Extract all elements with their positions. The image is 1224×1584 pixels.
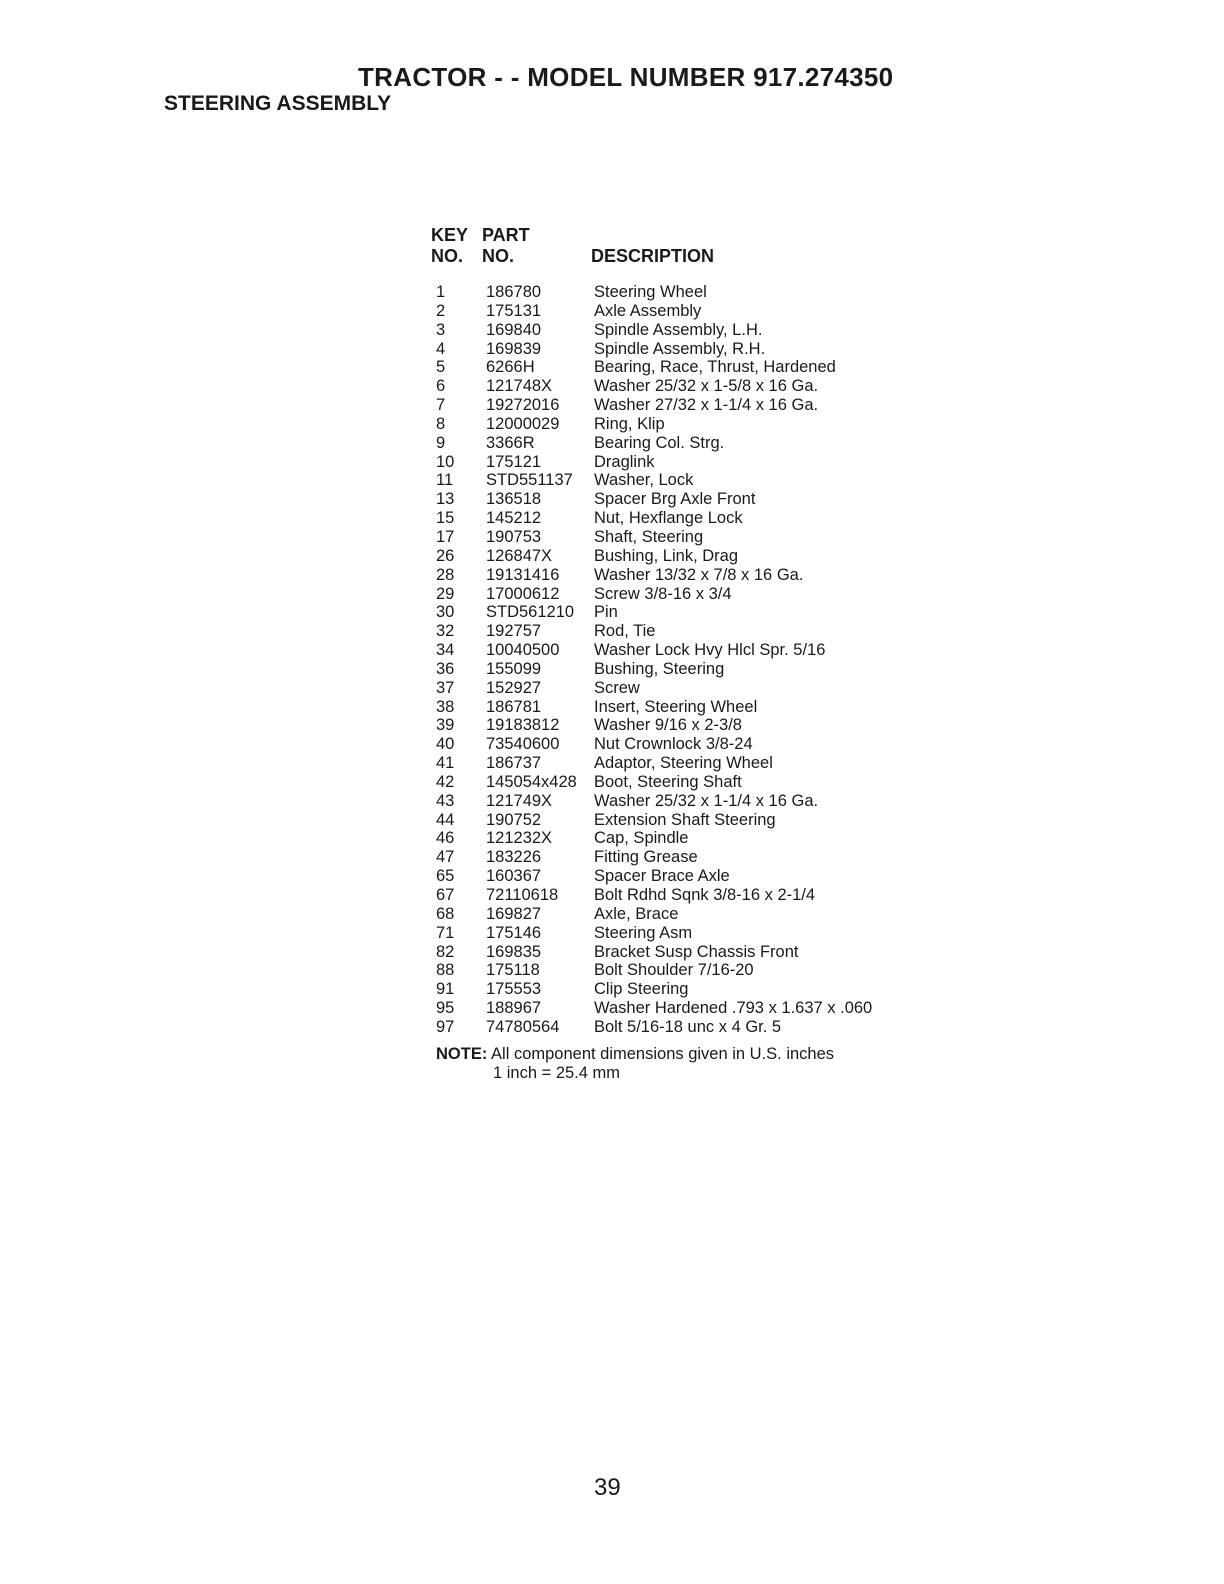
description: Bearing, Race, Thrust, Hardened: [594, 358, 836, 377]
part-no: 160367: [486, 867, 542, 886]
key-no: 97: [436, 1017, 455, 1036]
section-title: STEERING ASSEMBLY: [164, 92, 392, 115]
key-no: 30: [436, 603, 455, 622]
part-no: 175131: [486, 301, 542, 320]
description: Washer 25/32 x 1-5/8 x 16 Ga.: [594, 377, 819, 396]
page-number: 39: [594, 1474, 621, 1501]
table-body: [431, 283, 911, 1037]
table-row: [431, 302, 911, 321]
part-no: STD561210: [486, 603, 575, 622]
col-part-header-line2: NO.: [482, 246, 515, 266]
key-no: 9: [436, 433, 446, 452]
part-no: 175553: [486, 980, 542, 999]
part-no: 152927: [486, 678, 542, 697]
description: Bushing, Steering: [594, 659, 725, 678]
description: Nut, Hexflange Lock: [594, 509, 743, 528]
note-line1: All component dimensions given in U.S. inches: [487, 1045, 835, 1063]
description: Spindle Assembly, R.H.: [594, 339, 766, 358]
table-row: [431, 471, 911, 490]
col-part-header-line1: PART: [482, 225, 530, 245]
table-row: [431, 585, 911, 604]
table-row: [431, 396, 911, 415]
table-row: [431, 340, 911, 359]
table-row: [431, 1018, 911, 1037]
key-no: 3: [436, 320, 446, 339]
key-no: 88: [436, 961, 455, 980]
description: Bolt 5/16-18 unc x 4 Gr. 5: [594, 1017, 782, 1036]
parts-table: [431, 225, 911, 1037]
description: Bushing, Link, Drag: [594, 546, 738, 565]
col-key-header-line1: KEY: [431, 225, 469, 245]
table-row: [431, 434, 911, 453]
description: Insert, Steering Wheel: [594, 697, 758, 716]
note-label: NOTE:: [436, 1045, 488, 1063]
part-no: 186737: [486, 754, 542, 773]
description: Washer, Lock: [594, 471, 694, 490]
description: Pin: [594, 603, 618, 622]
part-no: 175118: [486, 961, 540, 980]
key-no: 5: [436, 358, 446, 377]
key-no: 82: [436, 942, 455, 961]
key-no: 6: [436, 377, 446, 396]
table-row: [431, 415, 911, 434]
part-no: 19131416: [486, 565, 560, 584]
description: Steering Wheel: [594, 283, 707, 301]
part-no: 73540600: [486, 735, 560, 754]
table-row: [431, 358, 911, 377]
description: Washer 9/16 x 2-3/8: [594, 716, 742, 735]
table-row: [431, 698, 911, 717]
part-no: 72110618: [486, 886, 559, 904]
description: Bolt Shoulder 7/16-20: [594, 961, 754, 980]
table-row: [431, 924, 911, 943]
key-no: 44: [436, 810, 455, 829]
table-row: [431, 622, 911, 641]
key-no: 67: [436, 886, 455, 904]
part-no: 126847X: [486, 546, 553, 565]
part-no: 10040500: [486, 641, 560, 660]
description: Shaft, Steering: [594, 527, 704, 546]
table-row: [431, 641, 911, 660]
table-row: [431, 283, 911, 302]
description: Axle Assembly: [594, 301, 702, 320]
description: Nut Crownlock 3/8-24: [594, 735, 753, 754]
page-title: TRACTOR - - MODEL NUMBER 917.274350: [358, 62, 894, 92]
table-row: [431, 754, 911, 773]
key-no: 38: [436, 697, 455, 716]
table-row: [431, 528, 911, 547]
col-key-header-line2: NO.: [431, 246, 464, 266]
part-no: 121748X: [486, 377, 553, 396]
key-no: 29: [436, 584, 455, 603]
table-row: [431, 509, 911, 528]
key-no: 2: [436, 301, 446, 320]
description: Spacer Brg Axle Front: [594, 490, 756, 509]
table-header: [431, 225, 911, 283]
part-no: 17000612: [486, 584, 560, 603]
table-row: [431, 547, 911, 566]
key-no: 39: [436, 716, 455, 735]
description: Fitting Grease: [594, 848, 698, 867]
key-no: 95: [436, 999, 455, 1018]
part-no: 12000029: [486, 414, 560, 433]
key-no: 1: [436, 283, 446, 301]
description: Washer Lock Hvy Hlcl Spr. 5/16: [594, 641, 826, 660]
table-row: [431, 792, 911, 811]
key-no: 71: [436, 923, 455, 942]
description: Extension Shaft Steering: [594, 810, 776, 829]
key-no: 65: [436, 867, 455, 886]
part-no: 169827: [486, 904, 542, 923]
table-row: [431, 905, 911, 924]
part-no: 175121: [486, 452, 542, 471]
table-row: [431, 886, 911, 905]
part-no: 136518: [486, 490, 542, 509]
key-no: 17: [436, 527, 455, 546]
table-row: [431, 490, 911, 509]
table-row: [431, 980, 911, 999]
description: Draglink: [594, 452, 655, 471]
description: Bearing Col. Strg.: [594, 433, 725, 452]
description: Washer 13/32 x 7/8 x 16 Ga.: [594, 565, 804, 584]
table-row: [431, 377, 911, 396]
part-no: 3366R: [486, 433, 535, 452]
table-row: [431, 716, 911, 735]
table-row: [431, 811, 911, 830]
part-no: 19183812: [486, 716, 560, 735]
key-no: 26: [436, 546, 455, 565]
description: Washer 27/32 x 1-1/4 x 16 Ga.: [594, 396, 819, 415]
part-no: 186780: [486, 283, 542, 301]
table-row: [431, 603, 911, 622]
table-row: [431, 679, 911, 698]
key-no: 7: [436, 396, 446, 415]
table-row: [431, 773, 911, 792]
table-row: [431, 848, 911, 867]
key-no: 46: [436, 829, 455, 848]
description: Boot, Steering Shaft: [594, 772, 742, 791]
description: Spacer Brace Axle: [594, 867, 730, 886]
key-no: 10: [436, 452, 455, 471]
key-no: 91: [436, 980, 455, 999]
table-row: [431, 321, 911, 340]
key-no: 4: [436, 339, 446, 358]
description: Washer Hardened .793 x 1.637 x .060: [594, 999, 873, 1018]
description: Clip Steering: [594, 980, 689, 999]
description: Screw: [594, 678, 640, 697]
table-row: [431, 943, 911, 962]
key-no: 13: [436, 490, 455, 509]
key-no: 41: [436, 754, 455, 773]
part-no: 192757: [486, 622, 542, 641]
description: Rod, Tie: [594, 622, 656, 641]
description: Axle, Brace: [594, 904, 679, 923]
key-no: 28: [436, 565, 455, 584]
key-no: 32: [436, 622, 455, 641]
description: Spindle Assembly, L.H.: [594, 320, 763, 339]
part-no: 155099: [486, 659, 542, 678]
description: Adaptor, Steering Wheel: [594, 754, 773, 773]
col-description-header: DESCRIPTION: [591, 246, 715, 266]
description: Cap, Spindle: [594, 829, 689, 848]
note-line2: 1 inch = 25.4 mm: [493, 1064, 621, 1082]
part-no: 188967: [486, 999, 542, 1018]
description: Washer 25/32 x 1-1/4 x 16 Ga.: [594, 791, 819, 810]
key-no: 43: [436, 791, 455, 810]
part-no: 121749X: [486, 791, 553, 810]
part-no: 169840: [486, 320, 542, 339]
key-no: 11: [436, 471, 454, 490]
key-no: 40: [436, 735, 455, 754]
part-no: 145054x428: [486, 772, 577, 791]
part-no: 19272016: [486, 396, 560, 415]
part-no: 175146: [486, 923, 542, 942]
table-row: [431, 829, 911, 848]
part-no: 145212: [486, 509, 542, 528]
part-no: 169835: [486, 942, 542, 961]
part-no: 186781: [486, 697, 542, 716]
key-no: 42: [436, 772, 455, 791]
part-no: 190753: [486, 527, 542, 546]
table-row: [431, 867, 911, 886]
part-no: 190752: [486, 810, 542, 829]
description: Screw 3/8-16 x 3/4: [594, 584, 732, 603]
description: Bolt Rdhd Sqnk 3/8-16 x 2-1/4: [594, 886, 816, 904]
part-no: 74780564: [486, 1017, 560, 1036]
key-no: 8: [436, 414, 446, 433]
table-row: [431, 735, 911, 754]
note: [436, 1045, 834, 1083]
key-no: 15: [436, 509, 455, 528]
part-no: STD551137: [486, 471, 573, 490]
description: Bracket Susp Chassis Front: [594, 942, 799, 961]
description: Steering Asm: [594, 923, 693, 942]
table-row: [431, 566, 911, 585]
key-no: 68: [436, 904, 455, 923]
part-no: 121232X: [486, 829, 553, 848]
table-row: [431, 961, 911, 980]
table-row: [431, 453, 911, 472]
key-no: 47: [436, 848, 455, 867]
part-no: 169839: [486, 339, 542, 358]
part-no: 183226: [486, 848, 542, 867]
table-row: [431, 660, 911, 679]
part-no: 6266H: [486, 358, 535, 377]
key-no: 37: [436, 678, 455, 697]
description: Ring, Klip: [594, 414, 665, 433]
key-no: 36: [436, 659, 455, 678]
table-row: [431, 999, 911, 1018]
key-no: 34: [436, 641, 455, 660]
